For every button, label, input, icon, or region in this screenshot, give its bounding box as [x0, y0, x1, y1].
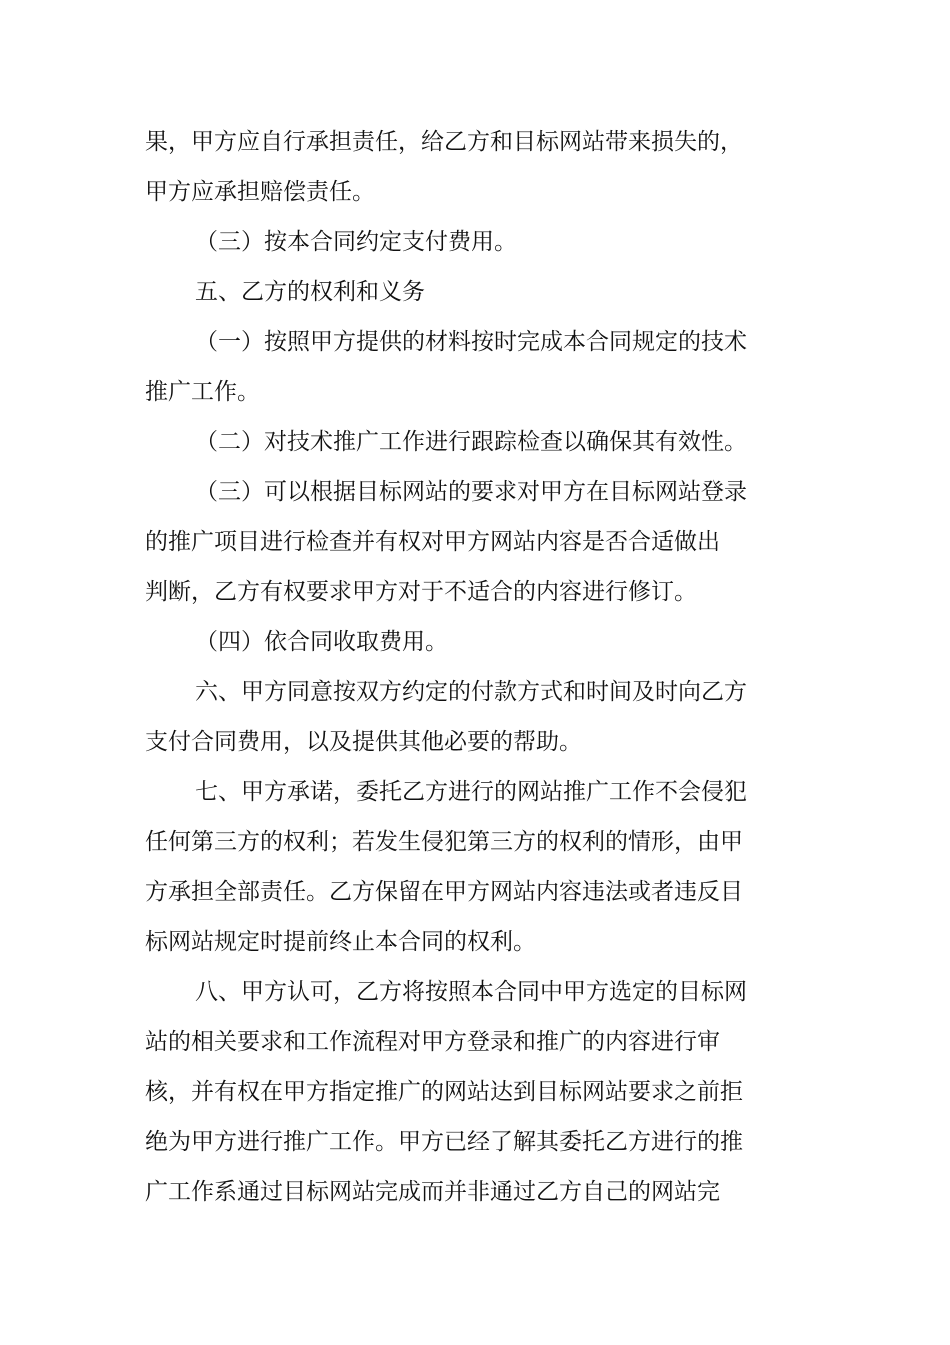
text-line: （三）按本合同约定支付费用。 [195, 229, 517, 255]
text-line: （二）对技术推广工作进行跟踪检查以确保其有效性。 [195, 429, 747, 455]
text-line: 甲方应承担赔偿责任。 [145, 179, 375, 205]
text-line: 广工作系通过目标网站完成而并非通过乙方自己的网站完 [145, 1179, 720, 1205]
section-heading: 八、甲方认可，乙方将按照本合同中甲方选定的目标网 [195, 979, 747, 1005]
text-line: （三）可以根据目标网站的要求对甲方在目标网站登录 [195, 479, 747, 505]
text-line: 支付合同费用，以及提供其他必要的帮助。 [145, 729, 582, 755]
text-line: （一）按照甲方提供的材料按时完成本合同规定的技术 [195, 329, 747, 355]
section-heading: 七、甲方承诺，委托乙方进行的网站推广工作不会侵犯 [195, 779, 747, 805]
text-line: 方承担全部责任。乙方保留在甲方网站内容违法或者违反目 [145, 879, 743, 905]
text-line: 判断，乙方有权要求甲方对于不适合的内容进行修订。 [145, 579, 697, 605]
text-line: 站的相关要求和工作流程对甲方登录和推广的内容进行审 [145, 1029, 720, 1055]
section-heading: 五、乙方的权利和义务 [195, 279, 425, 305]
text-line: （四）依合同收取费用。 [195, 629, 448, 655]
section-heading: 六、甲方同意按双方约定的付款方式和时间及时向乙方 [195, 679, 747, 705]
text-line: 绝为甲方进行推广工作。甲方已经了解其委托乙方进行的推 [145, 1129, 743, 1155]
text-line: 的推广项目进行检查并有权对甲方网站内容是否合适做出 [145, 529, 720, 555]
text-line: 果，甲方应自行承担责任，给乙方和目标网站带来损失的， [145, 129, 743, 155]
text-line: 核，并有权在甲方指定推广的网站达到目标网站要求之前拒 [145, 1079, 743, 1105]
text-line: 推广工作。 [145, 379, 260, 405]
text-line: 标网站规定时提前终止本合同的权利。 [145, 929, 536, 955]
text-line: 任何第三方的权利；若发生侵犯第三方的权利的情形，由甲 [145, 829, 743, 855]
